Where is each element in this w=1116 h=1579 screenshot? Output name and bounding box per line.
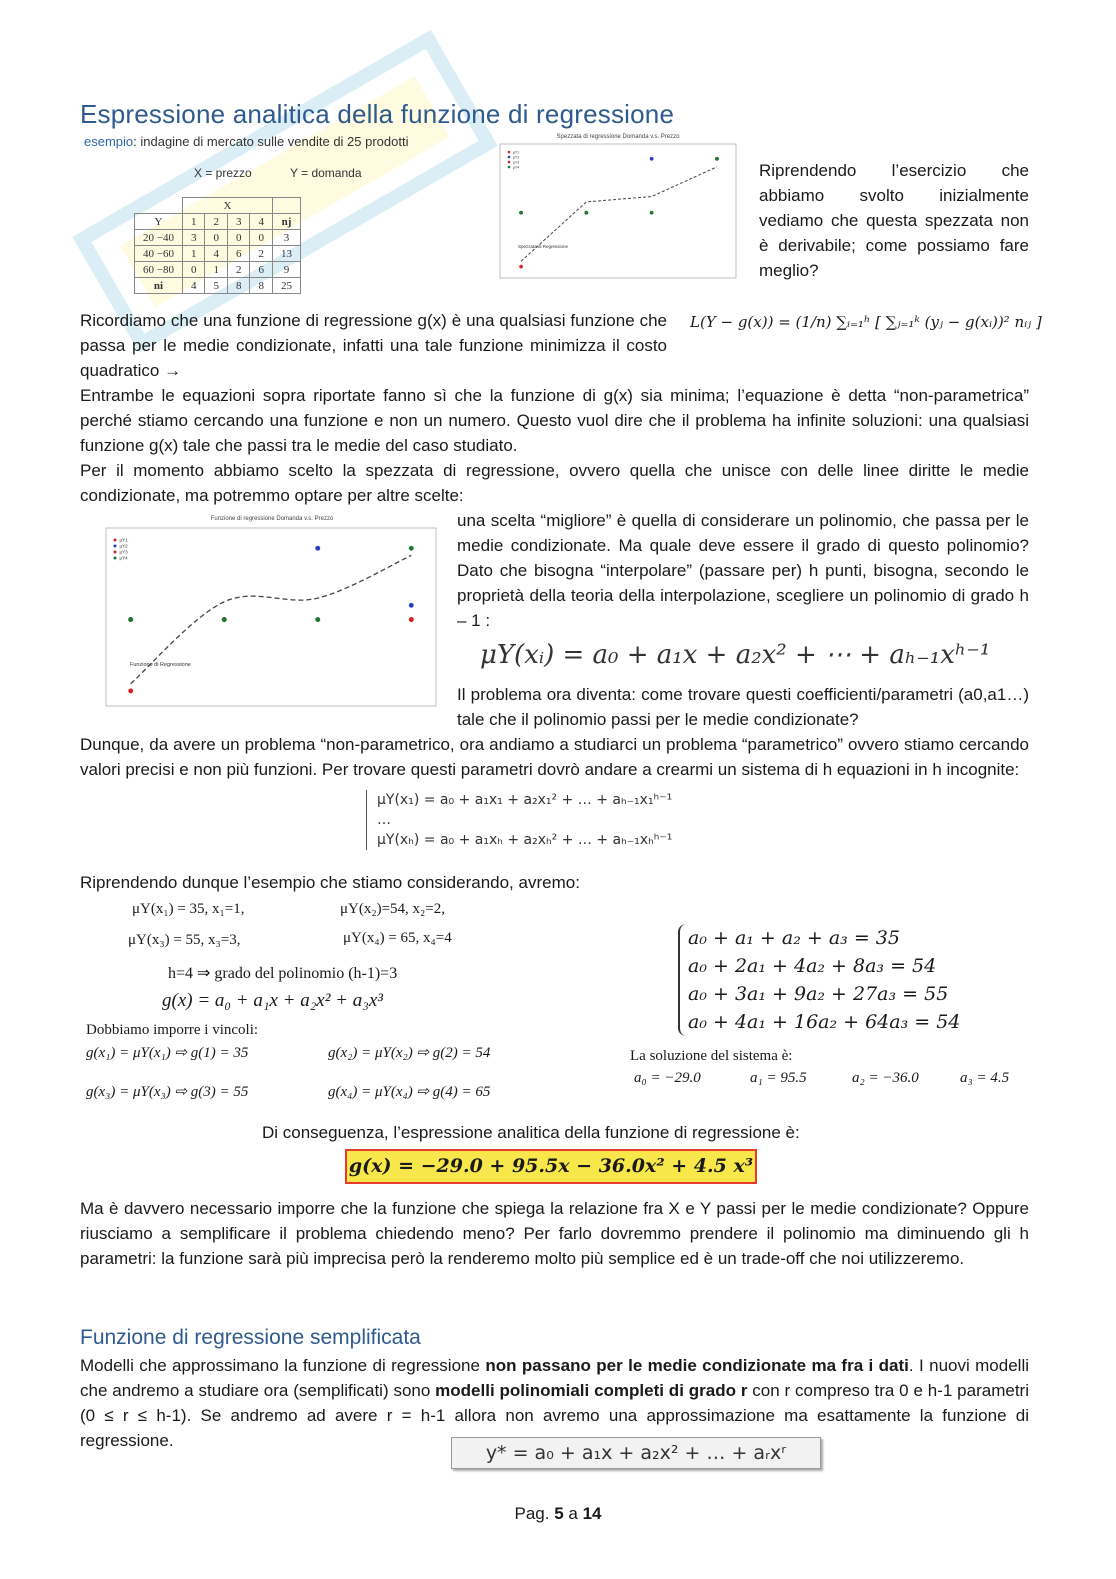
legend-label: μY3 (512, 160, 520, 165)
x-header: X (182, 198, 272, 214)
table-cell: 0 (227, 230, 250, 246)
legend-label: μY4 (512, 165, 520, 170)
data-point (519, 265, 523, 269)
regression-polyline-chart (478, 130, 740, 298)
legend-marker (508, 166, 511, 169)
legend-marker (114, 545, 117, 548)
legend-label: μY2 (119, 543, 128, 549)
table-cell: 1 (205, 262, 228, 278)
legend-label: μY3 (119, 549, 128, 555)
example-label: esempio (84, 134, 134, 149)
polynomial-formula: μY(xᵢ) = a₀ + a₁x + a₂x² + ⋯ + aₕ₋₁xʰ⁻¹ (480, 640, 991, 670)
legend-marker (114, 539, 117, 542)
data-point (128, 617, 133, 622)
solution-a3: a₃ = 4.5 (960, 1070, 1010, 1086)
table-cell: 3 (182, 230, 205, 246)
solution-a0: a₀ = −29.0 (634, 1070, 701, 1086)
paragraph-polyline-choice: Per il momento abbiamo scelto la spezzata di regressione, ovvero quella che unisce con delle linee diritte le medie condizionate, ma potremmo optare per altre scelte: (80, 461, 1029, 505)
system-line: μY(xₕ) = a₀ + a₁xₕ + a₂xₕ² + … + aₕ₋₁xₕʰ⁻¹ (377, 832, 673, 848)
y-variable-label: Y = domanda (290, 166, 362, 180)
data-point (409, 603, 414, 608)
paragraph-regression-definition: Ricordiamo che una funzione di regressione g(x) è una qualsiasi funzione che passa per le medie condizionate, infatti una tale funzione minimizza il costo quadratico → (80, 311, 667, 380)
paragraph-parametric: Dunque, da avere un problema “non-parametrico, ora andiamo a studiarci un problema “parametrico” ovvero stiamo cercando valori precisi e non più funzioni. Per trovare questi parametri dovrò andare a crearmi un sistema di h equazioni in h incognite: (80, 735, 1029, 779)
footer-page-number: 5 (554, 1504, 564, 1523)
constraint-1: g(x₁) = μY(x₁) ⇨ g(1) = 35 (86, 1045, 249, 1061)
footer-page-total: 14 (582, 1504, 602, 1523)
column-total: 8 (227, 278, 250, 294)
bold-run: non passano per le medie condizionate ma fra i dati (485, 1356, 909, 1375)
plot-frame (106, 528, 436, 706)
linear-equation: a₀ + 3a₁ + 9a₂ + 27a₃ = 55 (688, 983, 949, 1005)
chart-annotation: Spezzata di Regressione (518, 244, 569, 249)
row-total: 13 (272, 246, 300, 262)
page-title: Espressione analitica della funzione di regressione (80, 99, 675, 129)
bold-run: modelli polinomiali completi di grado r (435, 1381, 748, 1400)
constraint-2: g(x₂) = μY(x₂) ⇨ g(2) = 54 (328, 1045, 491, 1061)
table-cell: 6 (227, 246, 250, 262)
footer-separator: a (563, 1504, 583, 1523)
linear-system (678, 924, 960, 1036)
data-point (222, 617, 227, 622)
solution-label: La soluzione del sistema è: (630, 1048, 793, 1064)
legend-marker (508, 156, 511, 159)
column-total: 4 (182, 278, 205, 294)
col-header: 4 (250, 214, 273, 230)
g-polynomial: g(x) = a₀ + a₁x + a₂x² + a₃x³ (162, 990, 383, 1011)
text-run: Modelli che approssimano la funzione di regressione (80, 1356, 486, 1375)
simplified-formula: y* = a₀ + a₁x + a₂x² + … + aᵣxʳ (451, 1437, 821, 1469)
col-header: 3 (227, 214, 250, 230)
mean-4: μY(x₄) = 65, x₄=4 (343, 930, 452, 946)
legend-marker (114, 557, 117, 560)
table-cell: 6 (250, 262, 273, 278)
x-variable-label: X = prezzo (194, 166, 252, 180)
page-footer (0, 1504, 1116, 1524)
table-cell: 0 (250, 230, 273, 246)
table-cell: 1 (182, 246, 205, 262)
text-run: con r compreso tra 0 e h-1 parametri (0 ≤ r ≤ h-1). Se andremo ad avere r = h-1 allora non avremo una approssimazione ma esattamente la funzione di regressione. (80, 1381, 1029, 1450)
grand-total: 25 (272, 278, 300, 294)
data-point (315, 546, 320, 551)
paragraph-example: Riprendendo dunque l’esempio che stiamo considerando, avremo: (80, 873, 580, 892)
row-label: 60 −80 (135, 262, 183, 278)
row-label: 20 −40 (135, 230, 183, 246)
data-point (585, 211, 589, 215)
solution-a1: a₁ = 95.5 (750, 1070, 807, 1086)
loss-formula: L(Y − g(x)) = (1/n) ∑ᵢ₌₁ʰ [ ∑ⱼ₌₁ᵏ (yⱼ − g(xᵢ))² nᵢⱼ ] (690, 313, 1042, 331)
row-total: 9 (272, 262, 300, 278)
mean-1: μY(x₁) = 35, x₁=1, (132, 901, 245, 917)
result-formula: g(x) = −29.0 + 95.5x − 36.0x² + 4.5 x³ (345, 1149, 757, 1184)
polynomial-degree: h=4 ⇒ grado del polinomio (h-1)=3 (168, 965, 398, 982)
paragraph-tradeoff: Ma è davvero necessario imporre che la funzione che spiega la relazione fra X e Y passi per le medie condizionate? Oppure riusciamo a semplificare il problema chiedendo meno? Per farlo dovremmo prendere il polinomio ma diminuendo gli h parametri: la funzione sarà più imprecisa però la renderemo molto più semplice ed è un trade-off che noi utilizzeremo. (80, 1199, 1029, 1268)
chart-title: Funzione di regressione Domanda v.s. Prezzo (210, 516, 334, 522)
col-header: 2 (205, 214, 228, 230)
data-point (409, 546, 414, 551)
constraint-3: g(x₃) = μY(x₃) ⇨ g(3) = 55 (86, 1084, 249, 1100)
chart-legend (508, 150, 520, 169)
conclusion-text: Di conseguenza, l’espressione analitica della funzione di regressione è: (262, 1123, 800, 1142)
text-run: . I nuovi modelli che andremo a studiare ora (semplificati) sono (80, 1356, 1030, 1400)
nj-header: nj (272, 214, 300, 230)
data-point (650, 157, 654, 161)
data-point (315, 617, 320, 622)
data-point (128, 688, 133, 693)
col-header: 1 (182, 214, 205, 230)
paragraph-coefficients: Il problema ora diventa: come trovare questi coefficienti/parametri (a0,a1…) tale che il polinomio passi per le medie condizionate? (457, 685, 1029, 729)
row-total: 3 (272, 230, 300, 246)
row-label: 40 −60 (135, 246, 183, 262)
linear-equation: a₀ + a₁ + a₂ + a₃ = 35 (688, 927, 900, 949)
constraint-4: g(x₄) = μY(x₄) ⇨ g(4) = 65 (328, 1084, 491, 1100)
system-line: μY(x₁) = a₀ + a₁x₁ + a₂x₁² + … + aₕ₋₁x₁ʰ⁻¹ (377, 792, 673, 808)
column-total: 5 (205, 278, 228, 294)
system-line: … (377, 812, 391, 828)
table-cell: 2 (250, 246, 273, 262)
example-caption (84, 134, 408, 149)
legend-marker (508, 161, 511, 164)
legend-label: μY2 (512, 155, 520, 160)
legend-label: μY4 (119, 555, 128, 561)
legend-label: μY1 (119, 537, 128, 543)
mean-2: μY(x₂)=54, x₂=2, (340, 901, 445, 917)
data-point (519, 211, 523, 215)
table-cell: 4 (205, 246, 228, 262)
linear-equation: a₀ + 2a₁ + 4a₂ + 8a₃ = 54 (688, 955, 937, 977)
linear-equation: a₀ + 4a₁ + 16a₂ + 64a₃ = 54 (688, 1011, 961, 1033)
intro-right-text: Riprendendo l’esercizio che abbiamo svolto inizialmente vediamo che questa spezzata non è derivabile; come possiamo fare meglio? (759, 161, 1029, 280)
generic-system (366, 790, 672, 850)
mean-3: μY(x₃) = 55, x₃=3, (128, 932, 241, 948)
legend-marker (114, 551, 117, 554)
data-point (715, 157, 719, 161)
legend-marker (508, 151, 511, 154)
section-subtitle: Funzione di regressione semplificata (80, 1326, 421, 1349)
chart-title: Spezzata di regressione Domanda v.s. Prezzo (556, 134, 680, 140)
column-total: 8 (250, 278, 273, 294)
plot-frame (500, 144, 736, 278)
data-point (409, 617, 414, 622)
table-cell: 0 (182, 262, 205, 278)
corner-cell: Y (135, 214, 183, 230)
regression-polynomial-chart (96, 510, 440, 722)
totals-label: ni (135, 278, 183, 294)
chart-annotation: Funzione di Regressione (130, 662, 191, 668)
frequency-table (134, 197, 301, 294)
paragraph-polynomial-choice: una scelta “migliore” è quella di considerare un polinomio, che passa per le medie condizionate. Ma quale deve essere il grado di questo polinomio? Dato che bisogna “interpolare” (passare per) h punti, bisogna, secondo le proprietà della teoria della interpolazione, scegliere un polinomio di grado h – 1 : (457, 511, 1029, 630)
solution-a2: a₂ = −36.0 (852, 1070, 919, 1086)
table-cell: 2 (227, 262, 250, 278)
data-point (650, 211, 654, 215)
legend-label: μY1 (512, 150, 520, 155)
paragraph-non-parametric: Entrambe le equazioni sopra riportate fanno sì che la funzione di g(x) sia minima; l’equazione è detta “non-parametrica” perché stiamo cercando una funzione e non un numero. Questo vuol dire che il problema ha infinite soluzioni: una qualsiasi funzione g(x) tale che passi tra le medie del caso studiato. (80, 386, 1029, 455)
example-text: : indagine di mercato sulle vendite di 25 prodotti (133, 134, 409, 149)
table-cell: 0 (205, 230, 228, 246)
footer-prefix: Pag. (514, 1504, 555, 1523)
chart-legend (114, 538, 129, 561)
constraints-label: Dobbiamo imporre i vincoli: (86, 1022, 259, 1038)
